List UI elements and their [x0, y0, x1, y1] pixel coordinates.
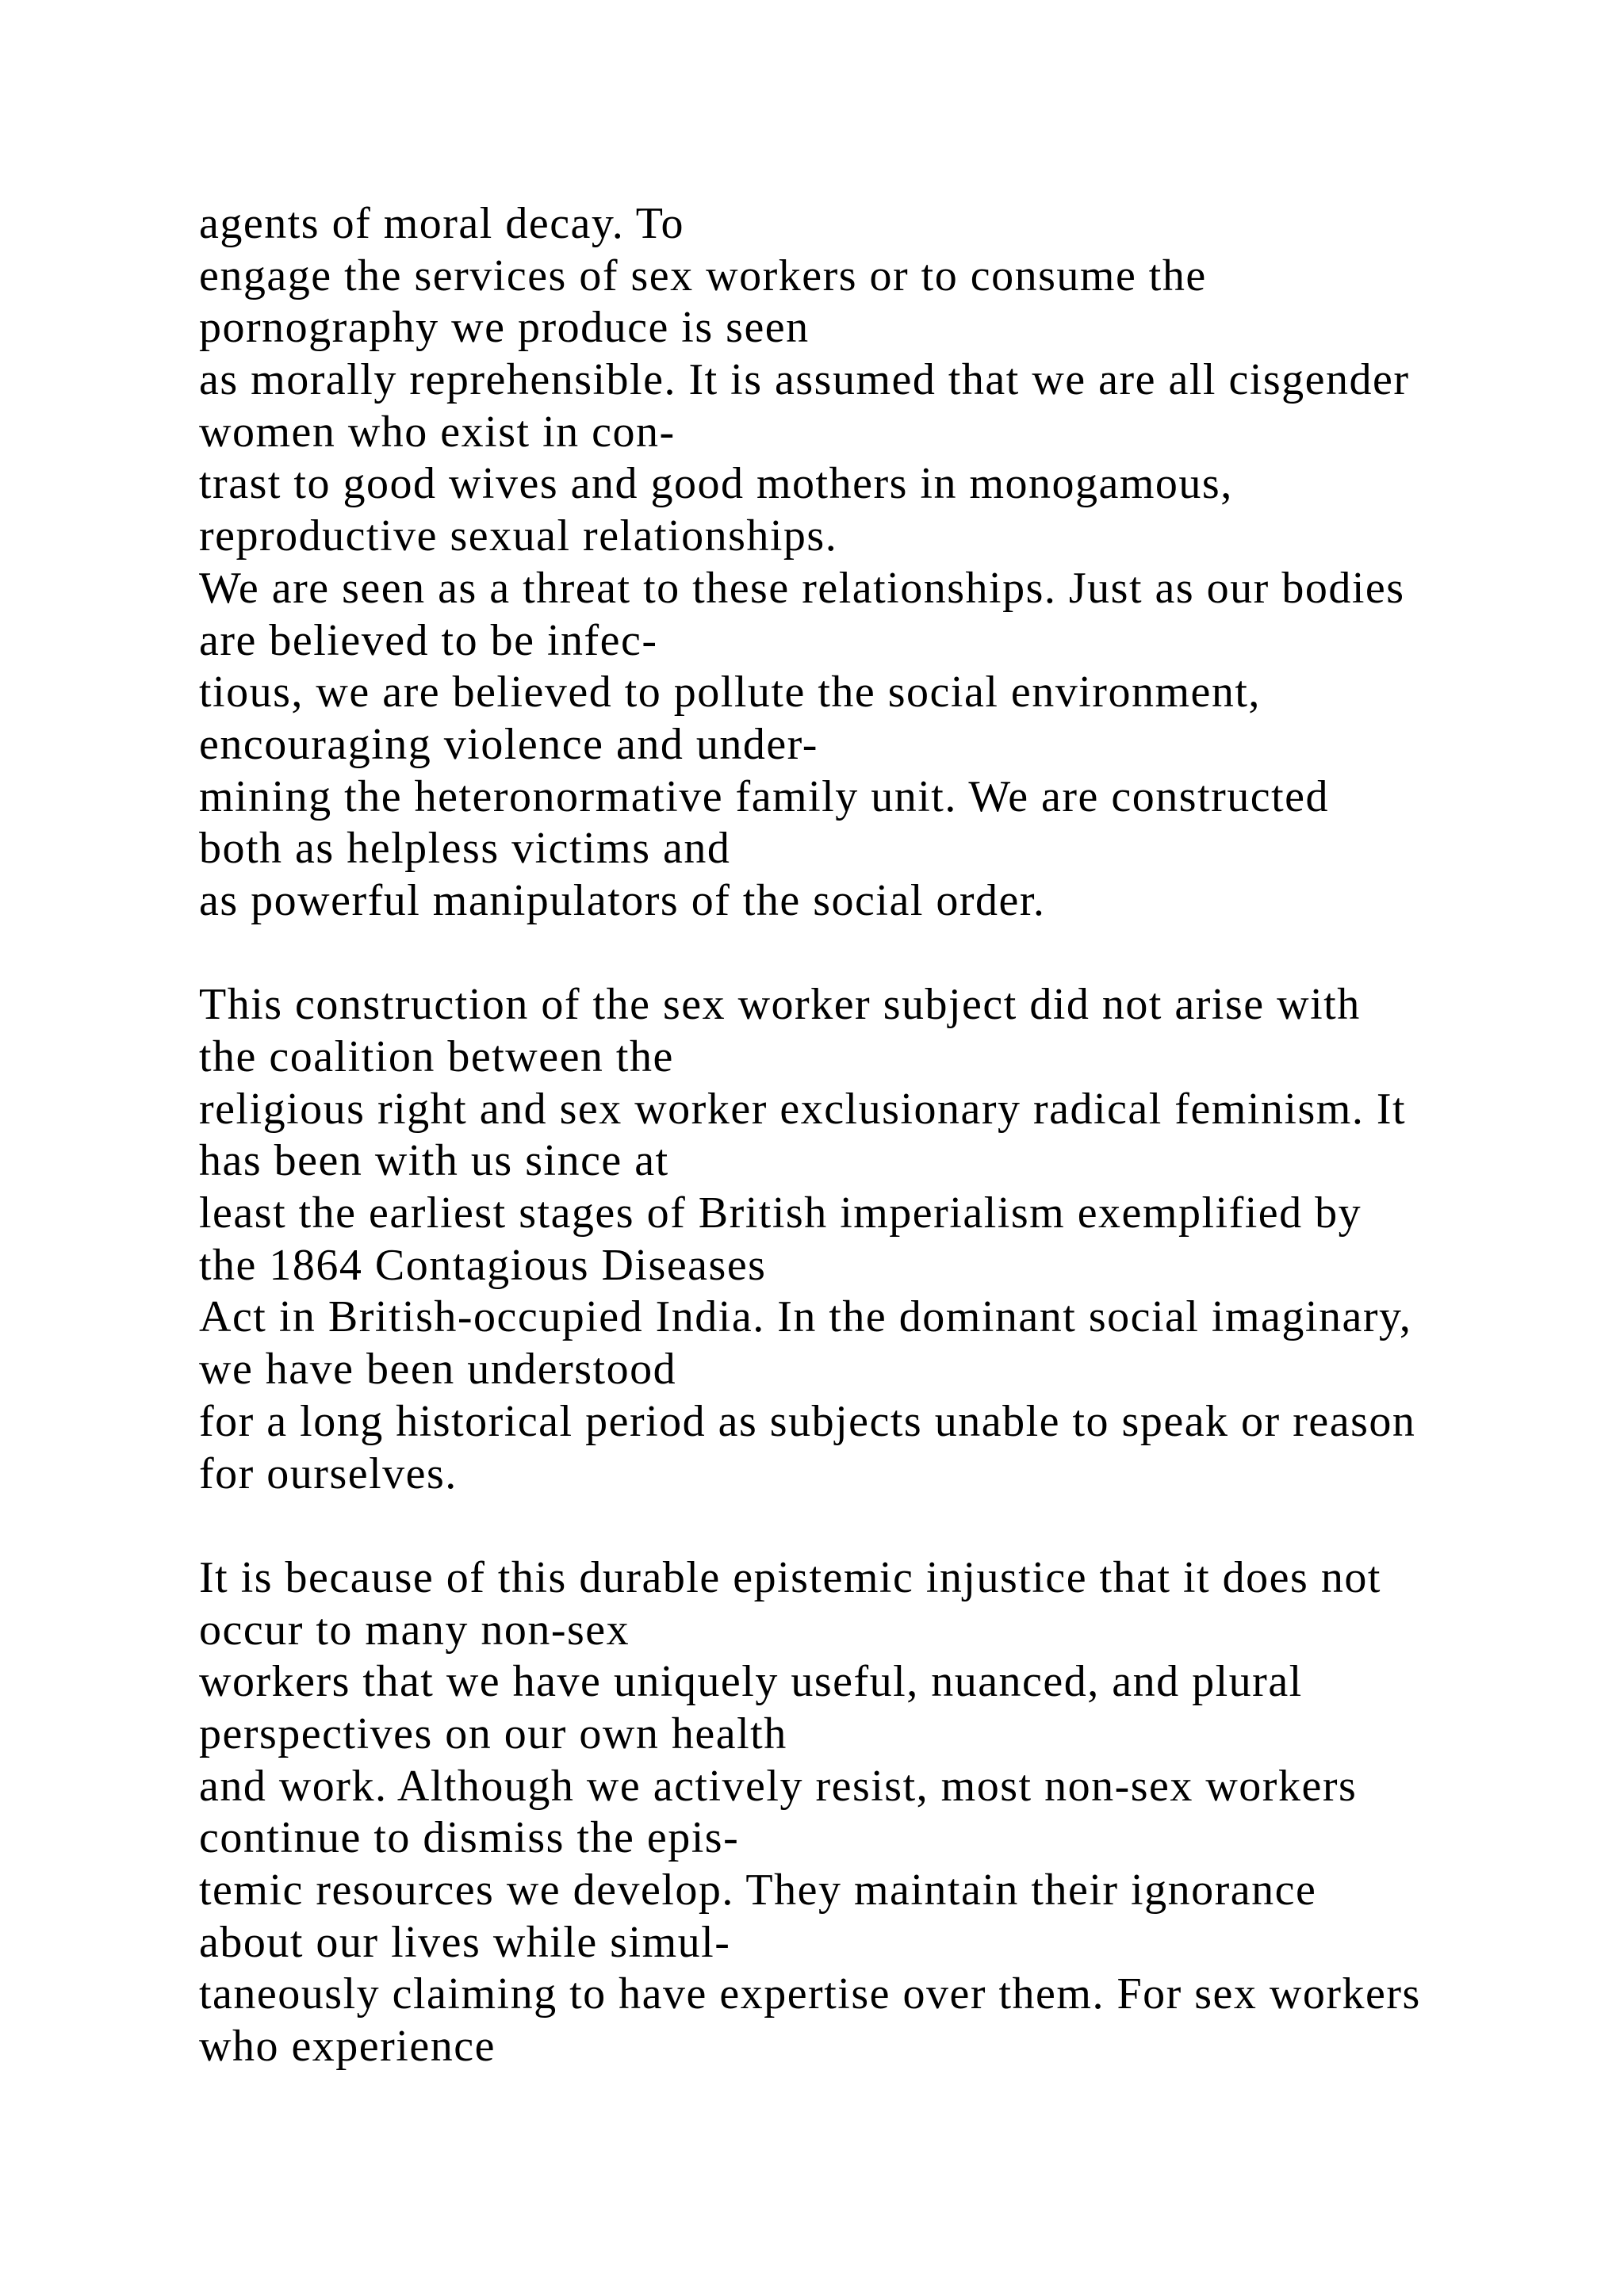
text-line: taneously claiming to have expertise over them. For sex workers [199, 1969, 1421, 2019]
text-line: encouraging violence and under- [199, 719, 818, 769]
text-line: who experience [199, 2022, 496, 2072]
text-line: as powerful manipulators of the social order. [199, 875, 1046, 925]
paragraph-3 [199, 1552, 1547, 2073]
text-line: as morally reprehensible. It is assumed that we are all cisgender [199, 355, 1410, 405]
text-line: engage the services of sex workers or to consume the [199, 251, 1207, 300]
text-line: for a long historical period as subjects unable to speak or reason [199, 1396, 1416, 1446]
text-line: This construction of the sex worker subject did not arise with [199, 980, 1361, 1030]
text-line: agents of moral decay. To [199, 199, 685, 248]
text-line: least the earliest stages of British imperialism exemplified by [199, 1188, 1362, 1238]
text-line: pornography we produce is seen [199, 303, 810, 353]
text-line: reproductive sexual relationships. [199, 511, 838, 561]
text-line: has been with us since at [199, 1136, 669, 1186]
text-line: We are seen as a threat to these relationships. Just as our bodies [199, 563, 1405, 613]
text-line: temic resources we develop. They maintain their ignorance [199, 1866, 1317, 1915]
paragraph-2 [199, 979, 1547, 1500]
text-line: mining the heteronormative family unit. We are constructed [199, 771, 1330, 821]
text-line: religious right and sex worker exclusionary radical feminism. It [199, 1084, 1407, 1134]
text-line: about our lives while simul- [199, 1917, 731, 1967]
text-line: women who exist in con- [199, 407, 676, 457]
text-line: Act in British-occupied India. In the dominant social imaginary, [199, 1292, 1412, 1342]
text-line: and work. Although we actively resist, most non-sex workers [199, 1761, 1358, 1811]
text-line: continue to dismiss the epis- [199, 1813, 740, 1863]
text-line: for ourselves. [199, 1448, 458, 1498]
text-line: are believed to be infec- [199, 615, 658, 665]
document-page [199, 198, 1547, 2125]
text-line: workers that we have uniquely useful, nuanced, and plural [199, 1657, 1303, 1707]
text-line: perspectives on our own health [199, 1709, 787, 1758]
text-line: It is because of this durable epistemic injustice that it does not [199, 1552, 1381, 1602]
text-line: the coalition between the [199, 1032, 674, 1081]
text-line: the 1864 Contagious Diseases [199, 1240, 767, 1290]
text-line: tious, we are believed to pollute the social environment, [199, 668, 1261, 718]
text-line: we have been understood [199, 1345, 677, 1395]
text-line: both as helpless victims and [199, 824, 731, 874]
text-line: trast to good wives and good mothers in monogamous, [199, 459, 1233, 509]
text-line: occur to many non-sex [199, 1605, 630, 1655]
paragraph-1 [199, 198, 1547, 928]
